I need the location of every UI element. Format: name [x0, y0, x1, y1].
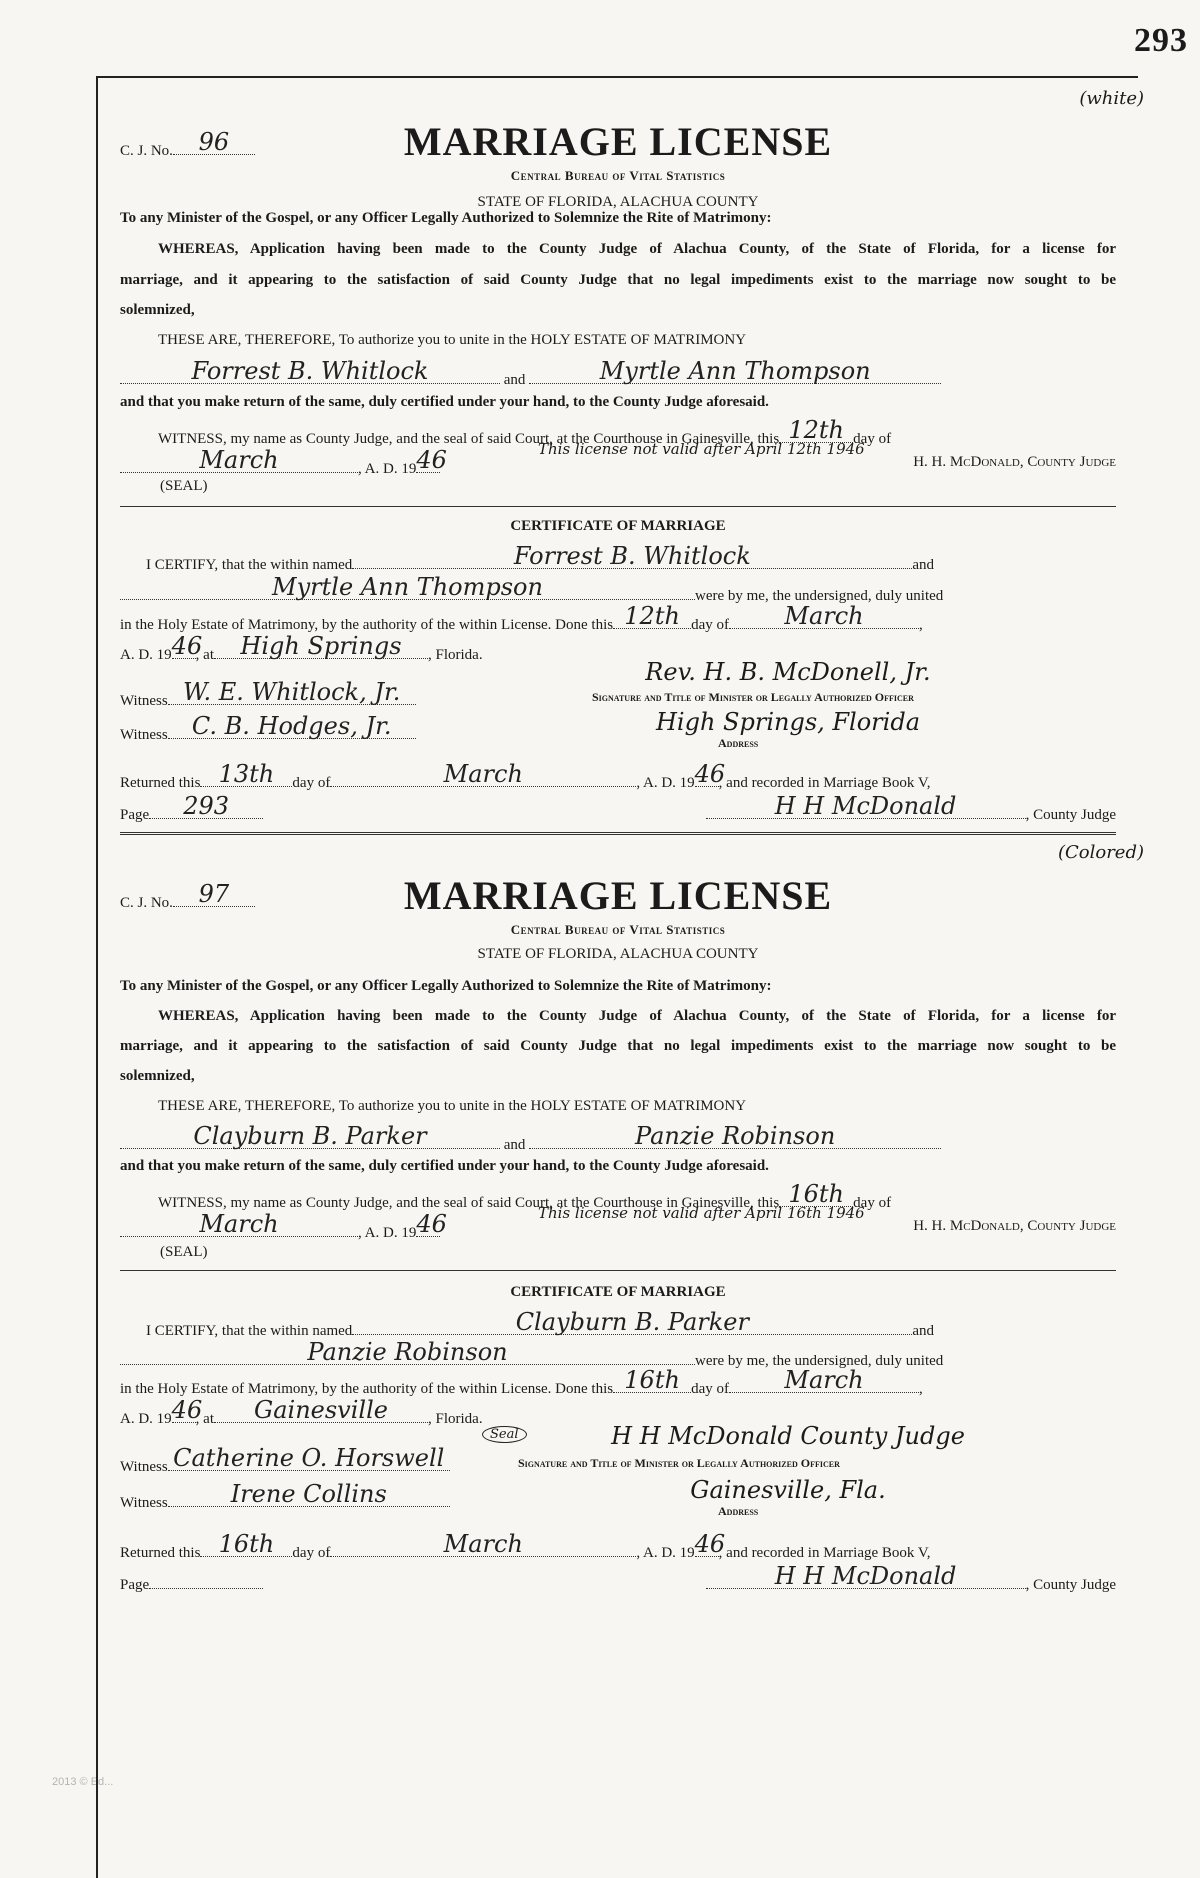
signature-caption: Signature and Title of Minister or Legally Authorized Officer	[592, 690, 914, 704]
judge-signature: H H McDonald	[774, 1562, 957, 1590]
page-number: 293	[1134, 22, 1188, 59]
couple-line	[120, 1122, 1116, 1154]
united-line: Panzie Robinson were by me, the undersigned, duly united	[120, 1344, 1116, 1370]
witness-day: 16th	[788, 1180, 844, 1208]
county-judge-name: H. H. McDonald, County Judge	[913, 454, 1116, 470]
validity-note: This license not valid after April 16th 1946	[538, 1204, 865, 1222]
place-line: A. D. 19 46 , at High Springs , Florida.	[120, 632, 483, 663]
seal-stamp: Seal	[482, 1426, 527, 1443]
returned-day: 13th	[218, 760, 275, 788]
done-month: March	[784, 1366, 864, 1394]
state-county: STATE OF FLORIDA, ALACHUA COUNTY	[477, 194, 759, 210]
watermark: 2013 © Ed...	[52, 1776, 114, 1788]
address-line: To any Minister of the Gospel, or any Officer Legally Authorized to Solemnize the Rite of Matrimony:	[120, 978, 772, 994]
officer-address: Gainesville, Fla.	[690, 1476, 886, 1504]
place-name: High Springs	[240, 632, 402, 660]
witness-line: WITNESS, my name as County Judge, and the seal of said Court, at the Courthouse in Gainesville, this 16th day of	[158, 1180, 892, 1211]
book-page: 293	[183, 792, 230, 820]
whereas-line-1: WHEREAS, Application having been made to the County Judge of Alachua County, of the State of Florida, for a license for	[158, 241, 1116, 257]
returned-year: 46	[694, 1530, 726, 1558]
date-line: March , A. D. 19 46 H. H. McDonald, County Judge	[120, 454, 1116, 478]
page-line: Page 293 H H McDonald , County Judge	[120, 792, 1116, 823]
address-line: To any Minister of the Gospel, or any Officer Legally Authorized to Solemnize the Rite of Matrimony:	[120, 210, 772, 226]
race-note: (Colored)	[1057, 842, 1144, 863]
groom-name: Forrest B. Whitlock	[191, 357, 429, 385]
witness-2-name: Irene Collins	[230, 1480, 387, 1508]
done-year: 46	[171, 1396, 203, 1424]
seal-label: (SEAL)	[160, 478, 208, 494]
and-label: and	[503, 1137, 526, 1153]
returned-year: 46	[694, 760, 726, 788]
done-day: 16th	[624, 1366, 680, 1394]
and-label: and	[503, 372, 526, 388]
validity-note: This license not valid after April 12th 1946	[538, 440, 865, 458]
officer-signature: Rev. H. B. McDonell, Jr.	[645, 658, 931, 686]
cj-number: 96	[198, 128, 230, 156]
address-caption: Address	[718, 736, 759, 750]
witness-2-row: Witness C. B. Hodges, Jr.	[120, 718, 1116, 744]
cert-groom-name: Clayburn B. Parker	[515, 1308, 749, 1336]
bureau-name: Central Bureau of Vital Statistics	[510, 922, 726, 937]
certify-line: I CERTIFY, that the within named Clayburn B. Parker and	[146, 1308, 934, 1339]
section-divider	[120, 506, 1116, 507]
witness-1-row: Witness W. E. Whitlock, Jr.	[120, 684, 1116, 710]
license-month: March	[199, 446, 279, 474]
whereas-line-3: solemnized,	[120, 302, 195, 318]
cj-number: 97	[198, 880, 230, 908]
place-line: A. D. 19 46 , at Gainesville , Florida.	[120, 1396, 483, 1427]
license-separator	[120, 832, 1116, 835]
return-line: and that you make return of the same, duly certified under your hand, to the County Judge aforesaid.	[120, 394, 769, 410]
bride-name: Myrtle Ann Thompson	[599, 357, 871, 385]
cert-groom-name: Forrest B. Whitlock	[513, 542, 751, 570]
done-line: in the Holy Estate of Matrimony, by the authority of the within License. Done this 16th day of March ,	[120, 1366, 923, 1397]
cj-label: C. J. No.	[120, 143, 173, 159]
done-line: in the Holy Estate of Matrimony, by the authority of the within License. Done this 12th day of March ,	[120, 602, 923, 633]
witness-day: 12th	[788, 416, 844, 444]
groom-name: Clayburn B. Parker	[193, 1122, 427, 1150]
bureau-name: Central Bureau of Vital Statistics	[510, 168, 726, 183]
witness-1-name: W. E. Whitlock, Jr.	[183, 678, 401, 706]
witness-1-name: Catherine O. Horswell	[173, 1444, 445, 1472]
these-are-line: THESE ARE, THEREFORE, To authorize you to unite in the HOLY ESTATE OF MATRIMONY	[158, 332, 747, 348]
whereas-line-2: marriage, and it appearing to the satisfaction of said County Judge that no legal impediments exist to the marriage now sought to be	[120, 1038, 1116, 1054]
section-divider	[120, 1270, 1116, 1271]
license-month: March	[199, 1210, 279, 1238]
license-year: 46	[416, 1210, 447, 1238]
united-line: Myrtle Ann Thompson were by me, the undersigned, duly united	[120, 579, 1116, 605]
date-line: March , A. D. 19 46 H. H. McDonald, County Judge	[120, 1218, 1116, 1242]
judge-signature: H H McDonald	[774, 792, 957, 820]
returned-month: March	[443, 760, 523, 788]
these-are-line: THESE ARE, THEREFORE, To authorize you to unite in the HOLY ESTATE OF MATRIMONY	[158, 1098, 747, 1114]
certify-line: I CERTIFY, that the within named Forrest B. Whitlock and	[146, 542, 934, 573]
seal-label: (SEAL)	[160, 1244, 208, 1260]
cj-label: C. J. No.	[120, 895, 173, 911]
place-name: Gainesville	[254, 1396, 388, 1424]
certificate-title: CERTIFICATE OF MARRIAGE	[510, 1284, 726, 1300]
license-title: MARRIAGE LICENSE	[403, 119, 833, 164]
cert-bride-name: Myrtle Ann Thompson	[272, 573, 543, 601]
state-county: STATE OF FLORIDA, ALACHUA COUNTY	[477, 946, 759, 962]
whereas-line-2: marriage, and it appearing to the satisfaction of said County Judge that no legal impediments exist to the marriage now sought to be	[120, 272, 1116, 288]
whereas-line-1: WHEREAS, Application having been made to the County Judge of Alachua County, of the State of Florida, for a license for	[158, 1008, 1116, 1024]
address-caption: Address	[718, 1504, 759, 1518]
race-note: (white)	[1079, 88, 1144, 109]
returned-line: Returned this 16th day of March , A. D. 19 46 , and recorded in Marriage Book V,	[120, 1530, 931, 1561]
couple-line	[120, 357, 1116, 389]
certificate-title: CERTIFICATE OF MARRIAGE	[510, 518, 726, 534]
document-frame	[96, 76, 1144, 1878]
license-year: 46	[416, 446, 447, 474]
cert-bride-name: Panzie Robinson	[307, 1338, 508, 1366]
witness-2-name: C. B. Hodges, Jr.	[191, 712, 392, 740]
returned-day: 16th	[218, 1530, 275, 1558]
return-line: and that you make return of the same, duly certified under your hand, to the County Judge aforesaid.	[120, 1158, 769, 1174]
bride-name: Panzie Robinson	[635, 1122, 836, 1150]
whereas-line-3: solemnized,	[120, 1068, 195, 1084]
witness-line: WITNESS, my name as County Judge, and the seal of said Court, at the Courthouse in Gainesville, this 12th day of	[158, 416, 892, 447]
license-title: MARRIAGE LICENSE	[403, 873, 833, 918]
page-line: Page H H McDonald , County Judge	[120, 1562, 1116, 1593]
done-month: March	[784, 602, 864, 630]
done-year: 46	[171, 632, 203, 660]
county-judge-name: H. H. McDonald, County Judge	[913, 1218, 1116, 1234]
officer-address: High Springs, Florida	[656, 708, 920, 736]
witness-1-row: Witness Catherine O. Horswell	[120, 1450, 1116, 1476]
done-day: 12th	[624, 602, 680, 630]
returned-month: March	[443, 1530, 523, 1558]
returned-line: Returned this 13th day of March , A. D. 19 46 , and recorded in Marriage Book V,	[120, 760, 931, 791]
officer-signature: H H McDonald County Judge	[611, 1422, 965, 1450]
witness-2-row: Witness Irene Collins	[120, 1486, 1116, 1512]
signature-caption: Signature and Title of Minister or Legally Authorized Officer	[518, 1456, 840, 1470]
